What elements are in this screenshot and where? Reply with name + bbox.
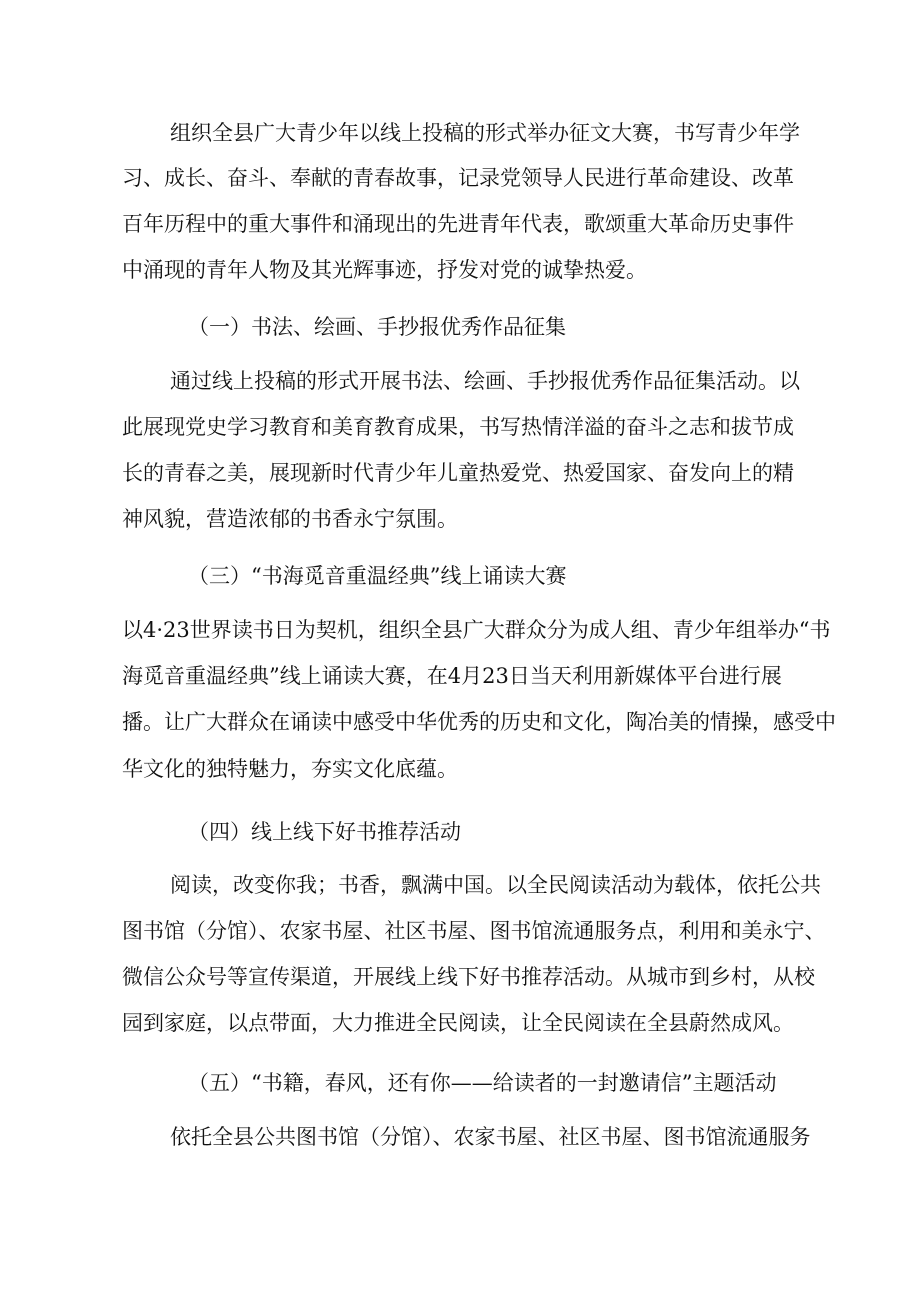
paragraph-line: 华文化的独特魅力，夯实文化底蕴。 [122, 757, 458, 781]
section-heading: （一）书法、绘画、手抄报优秀作品征集 [188, 315, 566, 339]
paragraph-line: 阅读，改变你我；书香，飘满中国。以全民阅读活动为载体，依托公共 [170, 873, 821, 897]
paragraph-line: 海觅音重温经典”线上诵读大赛，在4月23日当天利用新媒体平台进行展 [122, 664, 782, 688]
paragraph-line: 依托全县公共图书馆（分馆）、农家书屋、社区书屋、图书馆流通服务 [170, 1125, 811, 1149]
paragraph-line: 微信公众号等宣传渠道，开展线上线下好书推荐活动。从城市到乡村，从校 [122, 965, 815, 989]
paragraph-line: 组织全县广大青少年以线上投稿的形式举办征文大赛，书写青少年学 [170, 121, 800, 145]
section-heading: （四）线上线下好书推荐活动 [188, 820, 461, 844]
paragraph-line: 长的青春之美，展现新时代青少年儿童热爱党、热爱国家、奋发向上的精 [122, 461, 794, 485]
paragraph-line: 中涌现的青年人物及其光辉事迹，抒发对党的诚挚热爱。 [122, 258, 647, 282]
paragraph-line: 以4·23世界读书日为契机，组织全县广大群众分为成人组、青少年组举办“书 [122, 618, 831, 642]
paragraph-line: 园到家庭，以点带面，大力推进全民阅读，让全民阅读在全县蔚然成风。 [122, 1011, 794, 1035]
paragraph-line: 通过线上投稿的形式开展书法、绘画、手抄报优秀作品征集活动。以 [170, 369, 800, 393]
paragraph-line: 此展现党史学习教育和美育教育成果，书写热情洋溢的奋斗之志和拔节成 [122, 415, 794, 439]
section-heading: （三）“书海觅音重温经典”线上诵读大赛 [188, 564, 567, 588]
paragraph-line: 百年历程中的重大事件和涌现出的先进青年代表，歌颂重大革命历史事件 [122, 212, 794, 236]
paragraph-line: 图书馆（分馆）、农家书屋、社区书屋、图书馆流通服务点，利用和美永宁、 [122, 919, 826, 943]
paragraph-line: 播。让广大群众在诵读中感受中华优秀的历史和文化，陶冶美的情操，感受中 [122, 710, 836, 734]
section-heading: （五）“书籍，春风，还有你——给读者的一封邀请信”主题活动 [188, 1071, 777, 1095]
paragraph-line: 习、成长、奋斗、奉献的青春故事，记录党领导人民进行革命建设、改革 [122, 166, 794, 190]
paragraph-line: 神风貌，营造浓郁的书香永宁氛围。 [122, 507, 458, 531]
